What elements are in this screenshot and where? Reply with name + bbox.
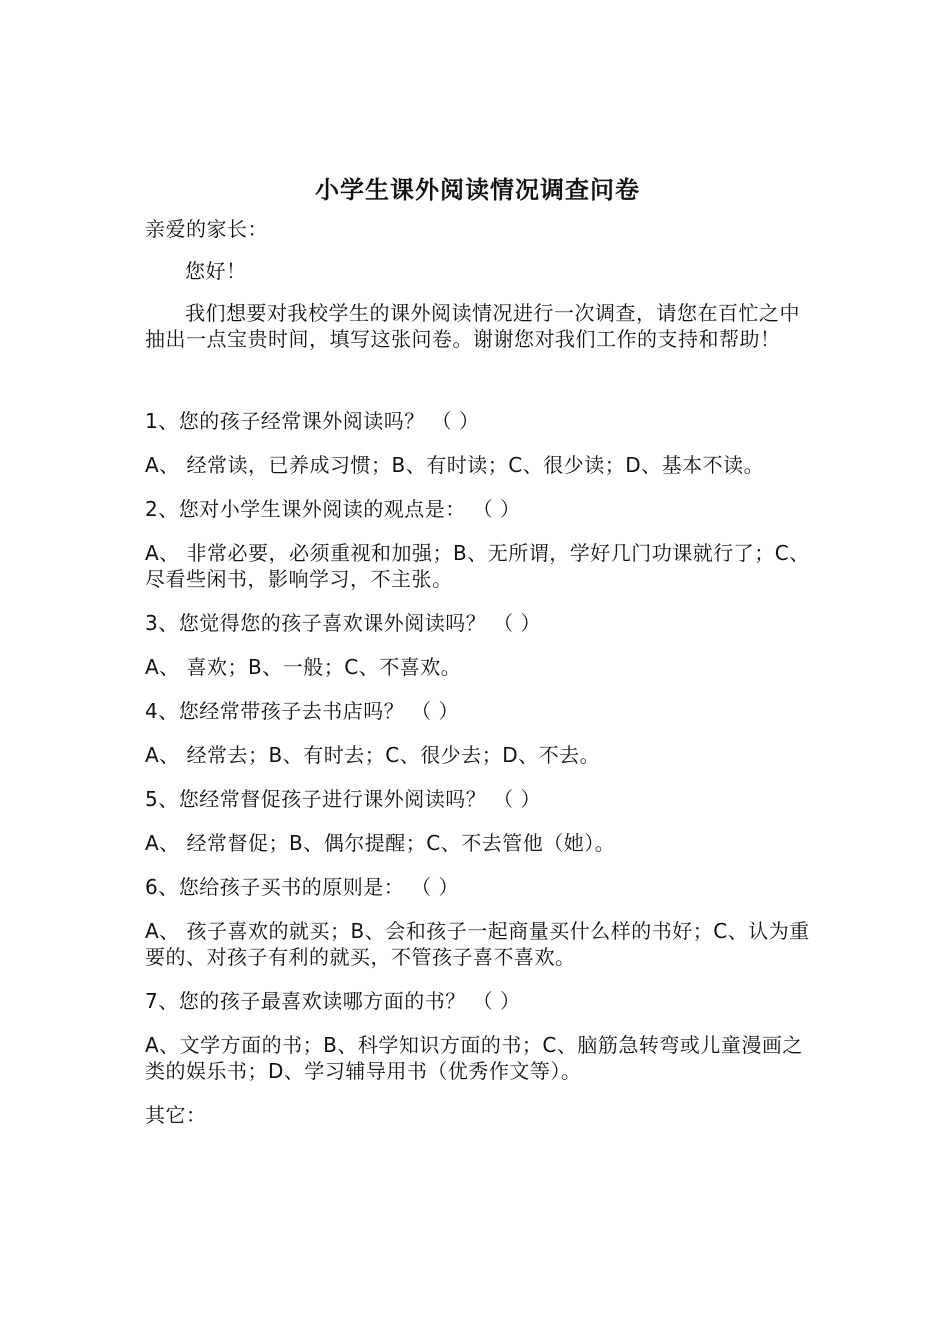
intro-paragraph: 我们想要对我校学生的课外阅读情况进行一次调查，请您在百忙之中抽出一点宝贵时间，填写这张问卷。谢谢您对我们工作的支持和帮助！ xyxy=(145,301,800,351)
question-7-options: A、文学方面的书；B、科学知识方面的书；C、脑筋急转弯或儿童漫画之类的娱乐书；D、学习辅导用书（优秀作文等）。 xyxy=(145,1033,803,1083)
question-block-6 xyxy=(145,874,810,970)
question-3-options: A、 喜欢；B、一般；C、不喜欢。 xyxy=(145,655,462,679)
question-2: 2、您对小学生课外阅读的观点是： （ ） xyxy=(145,497,521,521)
document-title: 小学生课外阅读情况调查问卷 xyxy=(315,175,640,204)
question-block-2 xyxy=(145,496,810,592)
question-7: 7、您的孩子最喜欢读哪方面的书？ （ ） xyxy=(145,989,521,1013)
question-block-3 xyxy=(145,610,810,680)
question-6-options: A、 孩子喜欢的就买；B、会和孩子一起商量买什么样的书好；C、认为重要的、对孩子有利的就买，不管孩子喜不喜欢。 xyxy=(145,919,810,969)
other-label: 其它： xyxy=(145,1103,207,1127)
question-4: 4、您经常带孩子去书店吗？ （ ） xyxy=(145,699,459,723)
question-block-1 xyxy=(145,408,810,478)
question-2-options: A、 非常必要，必须重视和加强；B、无所谓，学好几门功课就行了；C、尽看些闲书，影响学习，不主张。 xyxy=(145,541,810,591)
question-5: 5、您经常督促孩子进行课外阅读吗？ （ ） xyxy=(145,787,541,811)
question-4-options: A、 经常去；B、有时去；C、很少去；D、不去。 xyxy=(145,743,601,767)
document-page xyxy=(145,170,810,1128)
salutation: 亲爱的家长： xyxy=(145,217,268,241)
question-5-options: A、 经常督促；B、偶尔提醒；C、不去管他（她）。 xyxy=(145,831,616,855)
greeting: 您好！ xyxy=(185,259,247,283)
question-1: 1、您的孩子经常课外阅读吗？ （ ） xyxy=(145,409,480,433)
question-block-4 xyxy=(145,698,810,768)
question-1-options: A、 经常读，已养成习惯；B、有时读；C、很少读；D、基本不读。 xyxy=(145,453,765,477)
question-3: 3、您觉得您的孩子喜欢课外阅读吗？ （ ） xyxy=(145,611,541,635)
question-6: 6、您给孩子买书的原则是： （ ） xyxy=(145,875,459,899)
question-block-7 xyxy=(145,988,810,1084)
question-block-5 xyxy=(145,786,810,856)
